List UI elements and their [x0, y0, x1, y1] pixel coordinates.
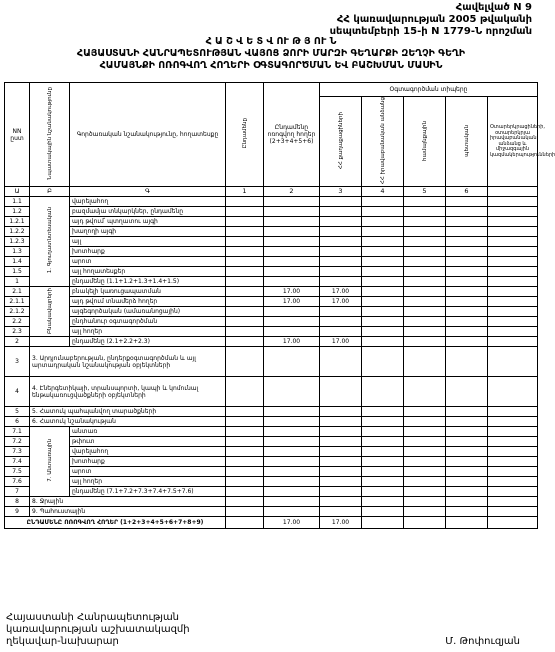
row5-text: 5. Հատուկ պահպանվող տարածքների — [30, 407, 226, 417]
header-nn: NN ըստ — [5, 83, 30, 187]
row3-text: 3. Արդյունաբերության, ընդերքօգտագործման և այլ արտադրական նշանակության օբյեկտների — [30, 347, 226, 377]
table-row — [5, 467, 538, 477]
row-empty — [446, 317, 488, 327]
table-row — [5, 457, 538, 467]
row-total-irrigated — [264, 247, 320, 257]
row-nn: 2.1.2 — [5, 307, 30, 317]
row-empty — [446, 217, 488, 227]
row-name: խոտհարք — [70, 247, 226, 257]
row-name: խոտհարք — [70, 457, 226, 467]
appendix-line3: սեպտեմբերի 15-ի N 1779-Ն որոշման — [329, 26, 532, 37]
row-nn: 1.2.1 — [5, 217, 30, 227]
row-empty — [446, 297, 488, 307]
row-total-irrigated — [264, 277, 320, 287]
header-total: Ընդամենը — [226, 83, 264, 187]
table-row — [5, 257, 538, 267]
table-row — [5, 427, 538, 437]
table-row — [5, 197, 538, 207]
row-citizens — [320, 237, 362, 247]
footer-line1: Հայաստանի Հանրապետության — [6, 612, 180, 623]
doc-title-3: ՀԱՄԱՅՆՔԻ ՈՌՈԳՎՈՂ ՀՈՂԵՐԻ ՕԳՏԱԳՈՐԾՄԱՆ ԵՎ ԲԱՇԽՄԱՆ ՄԱՍԻՆ — [99, 60, 443, 71]
row-name: անտառ — [70, 427, 226, 437]
header-citizens: ՀՀ քաղաքացիների — [320, 97, 362, 187]
row-empty — [404, 247, 446, 257]
num-cell: 6 — [446, 187, 488, 197]
doc-title-2: ՀԱՅԱՍՏԱՆԻ ՀԱՆՐԱՊԵՏՈՒԹՅԱՆ ՎԱՅՈՑ ՁՈՐԻ ՄԱՐԶԻ ԳԵՂԱՐՔԻ ԶԵՂՉԻ ԳԵՂԻ — [76, 48, 466, 59]
row-empty — [320, 467, 362, 477]
row-empty — [446, 457, 488, 467]
row-empty — [320, 437, 362, 447]
row-empty — [264, 437, 320, 447]
row-empty — [446, 477, 488, 487]
table-row — [5, 227, 538, 237]
row-nn: 2.1 — [5, 287, 30, 297]
row-empty — [362, 257, 404, 267]
header-usage-types: Օգտագործման տիպերը — [320, 83, 538, 97]
row-empty — [264, 487, 320, 497]
row-total-irrigated — [264, 197, 320, 207]
row-citizens: 17.00 — [320, 287, 362, 297]
row-total-irrigated: 17.00 — [264, 297, 320, 307]
row-nn: 2.3 — [5, 327, 30, 337]
row-empty — [320, 447, 362, 457]
row-empty — [446, 467, 488, 477]
row-empty — [488, 467, 538, 477]
row-total — [226, 227, 264, 237]
row-empty — [488, 227, 538, 237]
row-nn: 7.1 — [5, 427, 30, 437]
table-row — [5, 297, 538, 307]
row-total-irrigated — [264, 317, 320, 327]
row-empty — [362, 467, 404, 477]
table-row — [5, 247, 538, 257]
row-empty — [362, 477, 404, 487]
row-empty — [226, 487, 264, 497]
table-row — [5, 437, 538, 447]
row-citizens — [320, 327, 362, 337]
row-citizens — [320, 267, 362, 277]
row6-nn: 6 — [5, 417, 30, 427]
row-name: այլ — [70, 237, 226, 247]
row-nn: 2 — [5, 337, 30, 347]
row-citizens — [320, 317, 362, 327]
row-empty — [264, 457, 320, 467]
row-name: այդ թվում տնամերձ հողեր — [70, 297, 226, 307]
row-nn: 1.3 — [5, 247, 30, 257]
row-empty — [488, 267, 538, 277]
row-empty — [226, 437, 264, 447]
table-row — [5, 327, 538, 337]
row-empty — [362, 297, 404, 307]
row9-nn: 9 — [5, 507, 30, 517]
row-empty — [446, 237, 488, 247]
row-empty — [488, 257, 538, 267]
row-empty — [362, 267, 404, 277]
row-empty — [226, 467, 264, 477]
table-row — [5, 277, 538, 287]
num-cell: Գ — [70, 187, 226, 197]
table-row — [5, 337, 538, 347]
row-total-irrigated — [264, 217, 320, 227]
row-nn: 1.4 — [5, 257, 30, 267]
rows-forest — [5, 427, 538, 497]
row-empty — [446, 257, 488, 267]
row-empty — [362, 247, 404, 257]
row4-text: 4. Էներգետիկայի, տրանսպորտի, կապի և կոմունալ ենթակառուցվածքների օբյեկտների — [30, 377, 226, 407]
row-empty — [362, 197, 404, 207]
row-citizens — [320, 217, 362, 227]
row-name: ընդամենը (1.1+1.2+1.3+1.4+1.5) — [70, 277, 226, 287]
row-name: այլ հողեր — [70, 477, 226, 487]
row-empty — [404, 307, 446, 317]
row3-nn: 3 — [5, 347, 30, 377]
row-empty — [404, 287, 446, 297]
row-total — [226, 277, 264, 287]
table-row — [5, 317, 538, 327]
row4-nn: 4 — [5, 377, 30, 407]
row-total-irrigated — [264, 267, 320, 277]
row9-text: 9. Պահուստային — [30, 507, 226, 517]
table-row — [5, 307, 538, 317]
row-empty — [362, 277, 404, 287]
row-empty — [362, 327, 404, 337]
row-empty — [488, 297, 538, 307]
row-total — [226, 327, 264, 337]
row-empty — [488, 287, 538, 297]
row-nn: 1.1 — [5, 197, 30, 207]
row-empty — [488, 327, 538, 337]
row8-text: 8. Ջրային — [30, 497, 226, 507]
land-use-table — [4, 82, 555, 529]
row-empty — [362, 337, 404, 347]
row-total — [226, 197, 264, 207]
row-empty — [446, 247, 488, 257]
table-row — [5, 477, 538, 487]
row-empty — [404, 467, 446, 477]
row8-nn: 8 — [5, 497, 30, 507]
row-empty — [488, 217, 538, 227]
row-empty — [404, 317, 446, 327]
row-name: այգեգործական (ամառանոցային) — [70, 307, 226, 317]
table-row — [5, 447, 538, 457]
row-name: այլ հողատեսքեր — [70, 267, 226, 277]
row-citizens: 17.00 — [320, 337, 362, 347]
row-total — [226, 207, 264, 217]
row-empty — [226, 477, 264, 487]
row-nn: 7.2 — [5, 437, 30, 447]
row-empty — [446, 267, 488, 277]
row-empty — [362, 437, 404, 447]
row-nn: 2.1.1 — [5, 297, 30, 307]
row-empty — [362, 237, 404, 247]
row-empty — [320, 477, 362, 487]
header-legal-entities: ՀՀ իրավաբանական անձանց — [362, 97, 404, 187]
row-empty — [404, 197, 446, 207]
row-empty — [488, 207, 538, 217]
footer-position — [6, 612, 190, 648]
row-total — [226, 237, 264, 247]
row-nn: 7.3 — [5, 447, 30, 457]
num-cell: 1 — [226, 187, 264, 197]
table-row — [5, 267, 538, 277]
row-nn: 1.5 — [5, 267, 30, 277]
row-name: այդ թվում՝ պտղատու այգի — [70, 217, 226, 227]
row-empty — [446, 227, 488, 237]
row-citizens — [320, 277, 362, 287]
doc-title-1: Հ Ա Շ Վ Ե Տ Վ ՈՒ Թ Յ ՈՒ Ն — [205, 36, 337, 47]
row-nn: 2.2 — [5, 317, 30, 327]
row-empty — [362, 317, 404, 327]
row-name: արոտ — [70, 467, 226, 477]
category-forest: 7. Անտառային — [30, 427, 70, 497]
row-empty — [264, 467, 320, 477]
num-cell: 4 — [362, 187, 404, 197]
row-total — [226, 287, 264, 297]
row-empty — [404, 487, 446, 497]
row-empty — [404, 217, 446, 227]
num-cell: Ա — [5, 187, 30, 197]
row-empty — [488, 487, 538, 497]
row-empty — [404, 427, 446, 437]
row-total-irrigated — [264, 207, 320, 217]
row-empty — [362, 307, 404, 317]
row-empty — [488, 307, 538, 317]
row-empty — [404, 337, 446, 347]
row-empty — [488, 337, 538, 347]
row-empty — [446, 447, 488, 457]
table-row — [5, 207, 538, 217]
appendix-label: Հավելված N 9 — [455, 2, 532, 13]
row-name: ընդամենը (7.1+7.2+7.3+7.4+7.5+7.6) — [70, 487, 226, 497]
row-empty — [264, 427, 320, 437]
row-name: բնակելի կառուցապատման — [70, 287, 226, 297]
row-nn: 7.5 — [5, 467, 30, 477]
num-cell: Բ — [30, 187, 70, 197]
table-row — [5, 487, 538, 497]
row-nn: 7 — [5, 487, 30, 497]
row-empty — [446, 307, 488, 317]
row-nn: 7.4 — [5, 457, 30, 467]
num-cell: 3 — [320, 187, 362, 197]
row-citizens — [320, 247, 362, 257]
row-empty — [404, 257, 446, 267]
num-cell: 5 — [404, 187, 446, 197]
row-total — [226, 217, 264, 227]
row-name: այլ հողեր — [70, 327, 226, 337]
header-total-irrigated: Ընդամենը ոռոգվող հողեր (2+3+4+5+6) — [264, 83, 320, 187]
row-citizens — [320, 307, 362, 317]
row-total-irrigated — [264, 237, 320, 247]
row-empty — [264, 447, 320, 457]
row-empty — [404, 437, 446, 447]
footer-signer: Մ. Թոփուզյան — [445, 636, 520, 647]
row-total — [226, 337, 264, 347]
row-empty — [264, 477, 320, 487]
category-agricultural: 1. Գյուղատնտեսական — [30, 197, 70, 287]
row-name: թփուտ — [70, 437, 226, 447]
row-empty — [362, 227, 404, 237]
row-citizens: 17.00 — [320, 297, 362, 307]
row-total-irrigated: 17.00 — [264, 337, 320, 347]
row-empty — [404, 447, 446, 457]
row-empty — [404, 477, 446, 487]
row-citizens — [320, 207, 362, 217]
row-citizens — [320, 227, 362, 237]
row-nn: 7.6 — [5, 477, 30, 487]
footer-line3: ղեկավար-նախարար — [6, 636, 119, 647]
row-empty — [362, 217, 404, 227]
row-empty — [488, 447, 538, 457]
grand-total-value: 17.00 — [264, 517, 320, 529]
row-nn: 1.2.3 — [5, 237, 30, 247]
row-empty — [362, 287, 404, 297]
row-empty — [226, 457, 264, 467]
row-empty — [362, 487, 404, 497]
row-empty — [404, 457, 446, 467]
row-total-irrigated — [264, 327, 320, 337]
row-total — [226, 257, 264, 267]
row-empty — [404, 207, 446, 217]
row-empty — [226, 447, 264, 457]
num-cell — [488, 187, 538, 197]
header-name: Գործառական նշանակությունը, հողատեսքը — [70, 83, 226, 187]
row-total-irrigated — [264, 307, 320, 317]
header-state: պետական — [446, 97, 488, 187]
row-total — [226, 317, 264, 327]
row-total-irrigated — [264, 227, 320, 237]
row-empty — [404, 227, 446, 237]
footer-line2: կառավարության աշխատակազմի — [6, 624, 190, 635]
row-empty — [488, 317, 538, 327]
row-nn: 1.2.2 — [5, 227, 30, 237]
row-empty — [362, 447, 404, 457]
row-empty — [488, 477, 538, 487]
row-total — [226, 297, 264, 307]
row-empty — [404, 237, 446, 247]
row-empty — [404, 327, 446, 337]
row-nn: 1 — [5, 277, 30, 287]
row6-text: 6. Հատուկ նշանակության — [30, 417, 226, 427]
row-empty — [446, 277, 488, 287]
row-empty — [446, 437, 488, 447]
grand-total-label: ԸՆԴԱՄԵՆԸ ՈՌՈԳՎՈՂ ՀՈՂԵՐ (1+2+3+4+5+6+7+8+9) — [5, 517, 226, 529]
table-row — [5, 217, 538, 227]
appendix-line2: ՀՀ կառավարության 2005 թվականի — [336, 14, 532, 25]
rows-agri-settlement — [5, 197, 538, 347]
row-empty — [446, 327, 488, 337]
category-empty — [30, 337, 70, 347]
header-category: Նպատակային նշանակությունը — [30, 83, 70, 187]
row-empty — [488, 197, 538, 207]
row-name: ընդամենը (2.1+2.2+2.3) — [70, 337, 226, 347]
row-name: խաղողի այգի — [70, 227, 226, 237]
row-total — [226, 307, 264, 317]
appendix-header — [330, 2, 532, 38]
row-empty — [488, 427, 538, 437]
num-cell: 2 — [264, 187, 320, 197]
row-empty — [404, 297, 446, 307]
row-empty — [446, 427, 488, 437]
row-citizens — [320, 197, 362, 207]
table-row — [5, 237, 538, 247]
grand-total-citizens: 17.00 — [320, 517, 362, 529]
row5-nn: 5 — [5, 407, 30, 417]
row-name: արոտ — [70, 257, 226, 267]
row-name: բազմամյա տնկարկներ, ընդամենը — [70, 207, 226, 217]
row-name: ընդհանուր օգտագործման — [70, 317, 226, 327]
row-empty — [362, 207, 404, 217]
header-community: համայնքային — [404, 97, 446, 187]
row-empty — [488, 437, 538, 447]
row-empty — [488, 247, 538, 257]
row-total — [226, 267, 264, 277]
row-empty — [362, 427, 404, 437]
row-citizens — [320, 257, 362, 267]
row-empty — [488, 237, 538, 247]
row-nn: 1.2 — [5, 207, 30, 217]
row-name: վարելահող — [70, 197, 226, 207]
header-foreigners: Օտարերկրացիների, օտարերկրյա իրավաբանական անձանց և միջազգային կազմակերպությունների — [488, 97, 538, 187]
row-empty — [404, 267, 446, 277]
category-settlements: Բնակավայրերի — [30, 287, 70, 337]
row-empty — [226, 427, 264, 437]
row-empty — [320, 427, 362, 437]
row-empty — [446, 207, 488, 217]
row-empty — [320, 487, 362, 497]
row-total — [226, 247, 264, 257]
row-empty — [446, 287, 488, 297]
row-total-irrigated — [264, 257, 320, 267]
row-name: վարելահող — [70, 447, 226, 457]
row-total-irrigated: 17.00 — [264, 287, 320, 297]
row-empty — [446, 487, 488, 497]
row-empty — [320, 457, 362, 467]
table-row — [5, 287, 538, 297]
row-empty — [446, 337, 488, 347]
row-empty — [488, 277, 538, 287]
row-empty — [362, 457, 404, 467]
row-empty — [404, 277, 446, 287]
row-empty — [446, 197, 488, 207]
row-empty — [488, 457, 538, 467]
